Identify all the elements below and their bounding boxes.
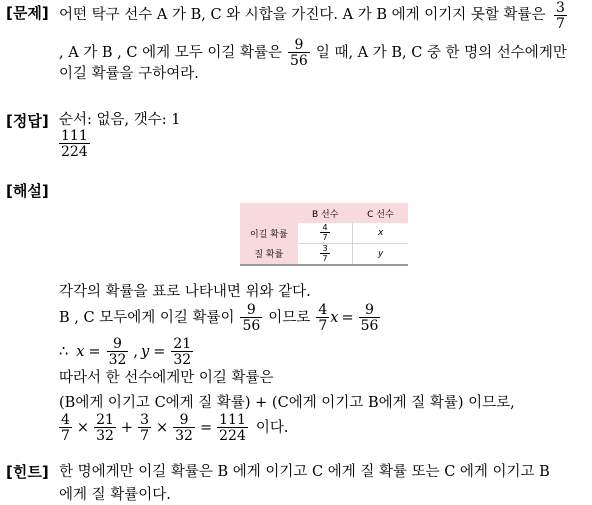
fraction-denominator: 7 [556,16,565,32]
explanation-fraction [240,303,262,333]
hint-label: [힌트] [6,463,49,481]
math-operator: × [76,420,90,436]
problem-fraction-not-win-b [552,1,569,31]
problem-fraction-win-both [288,38,310,68]
fraction-numerator: 9 [365,302,374,318]
math-variable: x [330,310,339,326]
fraction-numerator: 9 [113,336,122,352]
therefore-symbol: ∴ [59,344,69,360]
fraction-denominator: 7 [61,428,70,444]
table-cell-c-win: x [353,223,408,244]
math-operator: × [155,420,169,436]
table-cell-b-win [298,223,353,244]
table-row-win [240,223,408,244]
explanation-fraction [316,303,329,333]
explanation-fraction [217,413,248,443]
fraction-denominator: 7 [140,428,149,444]
math-operator: = [153,344,166,360]
explanation-fraction [171,337,193,367]
fraction-denominator: 224 [61,144,88,160]
table-header-c: C 선수 [353,203,408,223]
problem-text: 일 때, A 가 B, C 중 한 명의 선수에게만 [315,45,567,61]
math-operator: + [120,420,134,436]
explanation-label: [해설] [6,182,49,200]
fraction-numerator: 3 [140,412,149,428]
answer-label: [정답] [6,112,49,130]
explanation-line-6 [59,410,288,446]
fraction-numerator: 21 [173,336,192,352]
math-variable: y [141,344,150,360]
fraction-denominator: 56 [360,318,379,334]
explanation-line-2 [59,300,382,336]
fraction-denominator: 7 [318,318,328,334]
fraction-numerator: 4 [318,302,328,318]
table-row-lose [240,244,408,266]
hint-text: 한 명에게만 이길 확률은 B 에게 이기고 C 에게 질 확률 또는 C 에게 이기고 B [59,464,550,480]
answer-text: 순서: 없음, 갯수: 1 [59,112,181,128]
fraction-denominator: 32 [96,428,114,444]
table-corner [240,203,298,223]
explanation-line-3 [59,334,195,370]
fraction-denominator: 32 [108,352,127,368]
fraction-numerator: 3 [322,244,328,253]
fraction-denominator: 56 [242,318,261,334]
fraction-numerator: 111 [61,128,88,144]
table-row-label: 질 확률 [240,244,298,266]
math-operator: = [199,420,213,436]
math-variable: x [76,344,85,360]
explanation-fraction [107,337,129,367]
hint-line-2 [59,485,171,505]
explanation-fraction [359,303,381,333]
fraction-denominator: 56 [290,53,308,69]
explanation-text: (B에게 이기고 C에게 질 확률) + (C에게 이기고 B에게 질 확률) 이므로, [59,395,515,411]
explanation-text: 각각의 확률을 표로 나타내면 위와 같다. [59,284,311,300]
fraction-numerator: 3 [556,0,565,16]
probability-table [240,203,408,266]
explanation-fraction [138,413,151,443]
explanation-text: 이므로 [268,310,311,326]
answer-fraction [59,129,90,159]
explanation-line-4 [59,368,274,388]
problem-line-1 [59,5,546,25]
table-row-label: 이길 확률 [240,223,298,244]
fraction-denominator: 224 [219,428,246,444]
fraction-denominator: 32 [175,428,193,444]
fraction-denominator: 32 [173,352,192,368]
fraction-denominator: 7 [322,254,328,263]
table-header-row [240,203,408,223]
math-operator: = [341,310,354,326]
math-operator: = [88,344,101,360]
hint-line-1 [59,462,550,482]
fraction-numerator: 4 [61,412,70,428]
math-separator: , [133,344,139,360]
explanation-text: B , C 모두에게 이길 확률이 [59,310,235,326]
problem-text: 이길 확률을 구하여라. [59,66,199,82]
table-header-b: B 선수 [298,203,353,223]
table-cell-b-lose [298,244,353,266]
explanation-text: 이다. [255,420,289,436]
fraction-numerator: 9 [246,302,256,318]
fraction-numerator: 21 [96,412,114,428]
answer-line [59,110,180,130]
explanation-fraction [94,413,116,443]
fraction-numerator: 4 [322,223,328,232]
fraction-numerator: 9 [179,412,189,428]
explanation-fraction [59,413,72,443]
fraction-numerator: 9 [294,37,304,53]
problem-text: , A 가 B , C 에게 모두 이길 확률은 [59,45,282,61]
explanation-line-1 [59,282,311,302]
table-cell-c-lose: y [353,244,408,266]
problem-label: [문제] [6,4,49,22]
problem-line-3 [59,64,199,84]
fraction-numerator: 111 [219,412,246,428]
explanation-text: 따라서 한 선수에게만 이길 확률은 [59,370,274,386]
problem-text: 어떤 탁구 선수 A 가 B, C 와 시합을 가진다. A 가 B 에게 이기지 못할 확률은 [59,7,546,23]
hint-text: 에게 질 확률이다. [59,487,171,503]
explanation-fraction [173,413,195,443]
fraction-denominator: 7 [322,233,328,242]
